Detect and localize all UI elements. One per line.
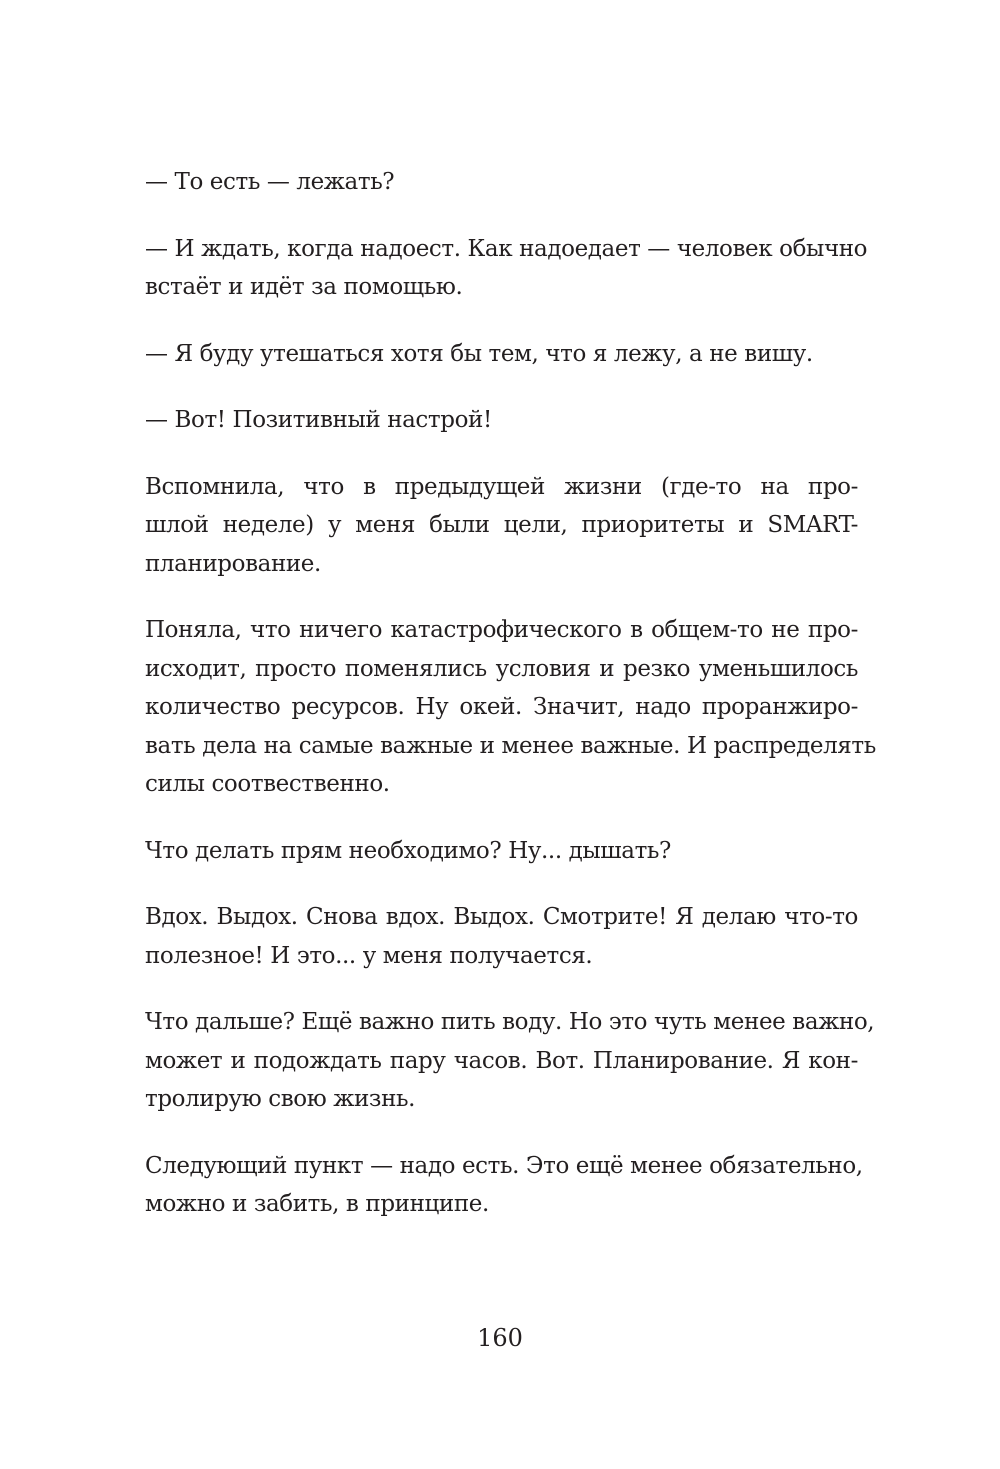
- paragraph: [145, 401, 858, 440]
- text-line: Вдох. Выдох. Снова вдох. Выдох. Смотрите! Я делаю что-то: [145, 904, 858, 930]
- text-line: шлой неделе) у меня были цели, приоритеты и SMART-: [145, 512, 858, 538]
- text-line: тролирую свою жизнь.: [145, 1086, 416, 1112]
- body-text: [145, 163, 876, 1224]
- text-line: Поняла, что ничего катастрофического в общем-то не про-: [145, 617, 858, 643]
- text-line: силы соотвественно.: [145, 771, 390, 797]
- text-line: — То есть — лежать?: [145, 169, 395, 195]
- text-line: полезное! И это... у меня получается.: [145, 942, 593, 969]
- paragraph: [145, 335, 858, 374]
- paragraph: [145, 898, 858, 975]
- paragraph: [145, 832, 858, 871]
- paragraph: [145, 230, 868, 307]
- text-line: можно и забить, в принципе.: [145, 1191, 489, 1217]
- text-line: Вспомнила, что в предыдущей жизни (где-то на про-: [145, 473, 858, 500]
- text-line: вать дела на самые важные и менее важные. И распределять: [145, 732, 876, 759]
- paragraph: [145, 163, 858, 202]
- paragraph: [145, 1003, 875, 1119]
- text-line: Следующий пункт — надо есть. Это ещё менее обязательно,: [145, 1152, 863, 1179]
- text-line: может и подождать пару часов. Вот. Планирование. Я кон-: [145, 1047, 858, 1074]
- text-line: количество ресурсов. Ну окей. Значит, надо проранжиро-: [145, 694, 858, 720]
- text-line: — Вот! Позитивный настрой!: [145, 407, 492, 433]
- text-line: планирование.: [145, 550, 321, 577]
- text-line: исходит, просто поменялись условия и резко уменьшилось: [145, 655, 858, 682]
- text-line: — И ждать, когда надоест. Как надоедает — человек обычно: [145, 235, 868, 262]
- page-number: 160: [477, 1324, 523, 1352]
- text-line: встаёт и идёт за помощью.: [145, 274, 463, 300]
- paragraph: [145, 611, 876, 804]
- text-line: Что делать прям необходимо? Ну... дышать?: [145, 837, 671, 864]
- paragraph: [145, 1147, 863, 1224]
- text-line: — Я буду утешаться хотя бы тем, что я лежу, а не вишу.: [145, 340, 813, 367]
- text-line: Что дальше? Ещё важно пить воду. Но это чуть менее важно,: [145, 1009, 875, 1035]
- paragraph: [145, 468, 858, 584]
